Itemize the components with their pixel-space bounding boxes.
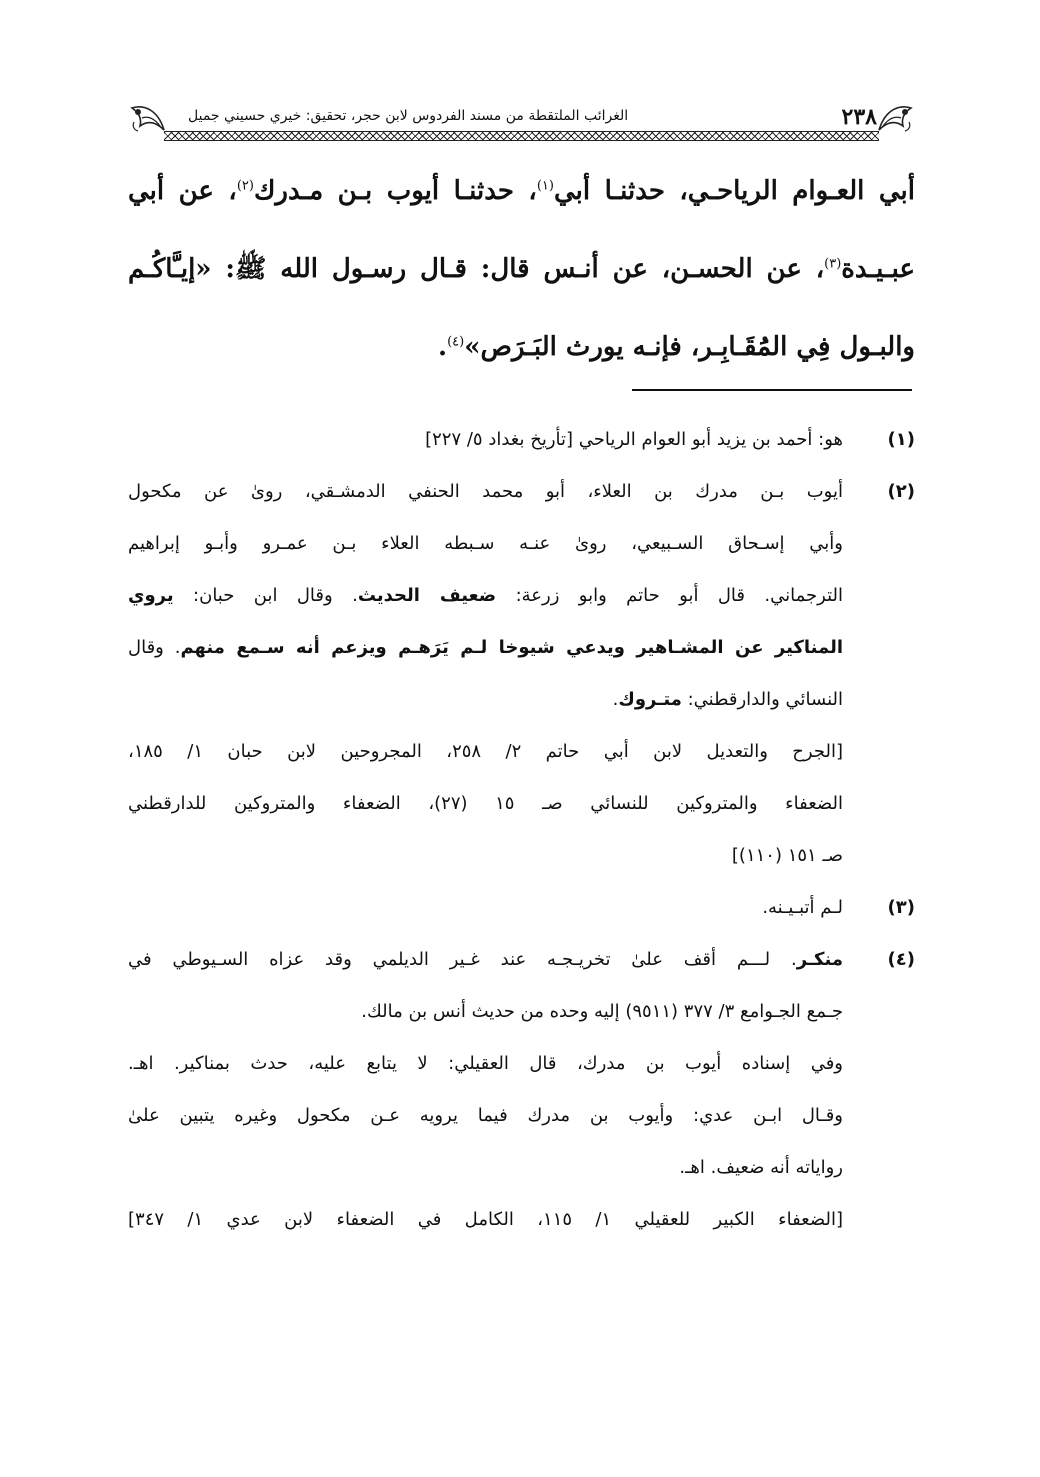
footnote-line: جـمع الجـوامع ٣/ ٣٧٧ (٩٥١١) إليه وحده من حديث أنس بن مالك. — [361, 1001, 843, 1022]
main-text-segment: ، عن أبي — [128, 176, 237, 206]
main-text-segment: والبـول فِي المَُقَـابِـر، فإنـه يورث البَـرَص» — [464, 332, 915, 362]
floral-ornament-icon — [128, 100, 168, 134]
footnote-emphasis: المناكير عن المشـاهير ويدعي شيوخا لـم يَرَهـم ويزعم أنه سـمع منهم — [180, 637, 843, 658]
footnote-ref[interactable]: (١) — [536, 178, 554, 194]
footnote-text: النسائي والدارقطني: — [681, 689, 843, 710]
running-title: الغرائب الملتقطة من مسند الفردوس لابن حجر، تحقيق: خيري حسيني جميل — [188, 108, 629, 124]
main-text-segment: أبي العـوام الرياحـي، حدثنـا أبي — [553, 176, 915, 206]
footnote-ref[interactable]: (٤) — [447, 334, 465, 350]
footnote-text: . لـــم أقف علىٰ تخريـجـه عند غـير الديلمي وقد عزاه السـيوطي في — [128, 949, 797, 970]
footnotes — [128, 414, 915, 1246]
footnote-text: . وقال ابن حبان: — [173, 585, 358, 606]
footnote-4 — [128, 934, 915, 1246]
footnote-reference-line: [الجرح والتعديل لابن أبي حاتم ٢/ ٢٥٨، المجروحين لابن حبان ١/ ١٨٥، — [128, 741, 843, 762]
footnote-reference-line: [الضعفاء الكبير للعقيلي ١/ ١١٥، الكامل في الضعفاء لابن عدي ١/ ٣٤٧] — [128, 1209, 843, 1230]
footnote-ref[interactable]: (٢) — [236, 178, 254, 194]
footnote-reference-line: صـ ١٥١ (١١٠)] — [731, 845, 843, 866]
footnote-line: وقـال ابـن عدي: وأيوب بن مدرك فيما يرويه عـن مكحول وغيره يتبين علىٰ — [128, 1105, 843, 1126]
header-border-band — [164, 131, 879, 141]
footnote-emphasis: منكـر — [796, 949, 843, 970]
footnote-3 — [128, 882, 915, 934]
footnote-text: . — [612, 689, 619, 710]
footnote-reference-line: الضعفاء والمتروكين للنسائي صـ ١٥ (٢٧)، الضعفاء والمتروكين للدارقطني — [128, 793, 844, 814]
footnote-number: (٤) — [887, 949, 915, 970]
footnote-1 — [128, 414, 915, 466]
footnote-line — [128, 570, 843, 622]
main-line — [128, 152, 915, 230]
main-text-segment: ، عن الحسـن، عن أنـس قال: قـال رسـول الله ﷺ: «إيـَّاكُـم — [128, 254, 825, 284]
main-text-segment: ، حدثنـا أيوب بـن مـدرك — [253, 176, 537, 206]
footnote-line — [128, 934, 843, 986]
footnote-line — [128, 622, 843, 674]
footnote-line — [128, 674, 843, 726]
main-text-segment: عبـيـدة — [841, 254, 915, 284]
footnote-emphasis: يروي — [128, 585, 174, 606]
footnote-text: . وقال — [128, 637, 181, 658]
footnote-separator — [632, 389, 912, 391]
footnote-ref[interactable]: (٣) — [824, 256, 842, 272]
footnote-emphasis: ضعيف الحديث — [357, 585, 497, 606]
footnote-emphasis: متـروك — [618, 689, 682, 710]
footnote-line: هو: أحمد بن يزيد أبو العوام الرياحي [تأريخ بغداد ٥/ ٢٢٧] — [425, 429, 843, 450]
page-header — [128, 98, 915, 146]
floral-ornament-icon — [875, 100, 915, 134]
page-number: ٢٣٨ — [841, 104, 877, 130]
main-text-segment: . — [438, 332, 448, 362]
footnote-number: (٣) — [887, 897, 915, 918]
main-line — [128, 308, 915, 386]
footnote-line: لـم أتبـيـنه. — [762, 897, 843, 918]
footnote-text: الترجماني. قال أبو حاتم وابو زرعة: — [496, 585, 844, 606]
footnote-number: (٢) — [887, 481, 915, 502]
footnote-number: (١) — [887, 429, 915, 450]
footnote-line: أيوب بـن مدرك بن العلاء، أبو محمد الحنفي الدمشـقي، روىٰ عن مكحول — [128, 481, 843, 502]
main-line — [128, 230, 915, 308]
footnote-line: رواياته أنه ضعيف. اهـ. — [679, 1157, 843, 1178]
footnote-line: وأبي إسـحاق السـبيعي، روىٰ عنـه سـبطه العلاء بـن عمـرو وأبـو إبراهيم — [128, 533, 843, 554]
main-text — [128, 152, 915, 386]
footnote-2 — [128, 466, 915, 882]
footnote-line: وفي إسناده أيوب بن مدرك، قال العقيلي: لا يتابع عليه، حدث بمناكير. اهـ. — [128, 1053, 843, 1074]
